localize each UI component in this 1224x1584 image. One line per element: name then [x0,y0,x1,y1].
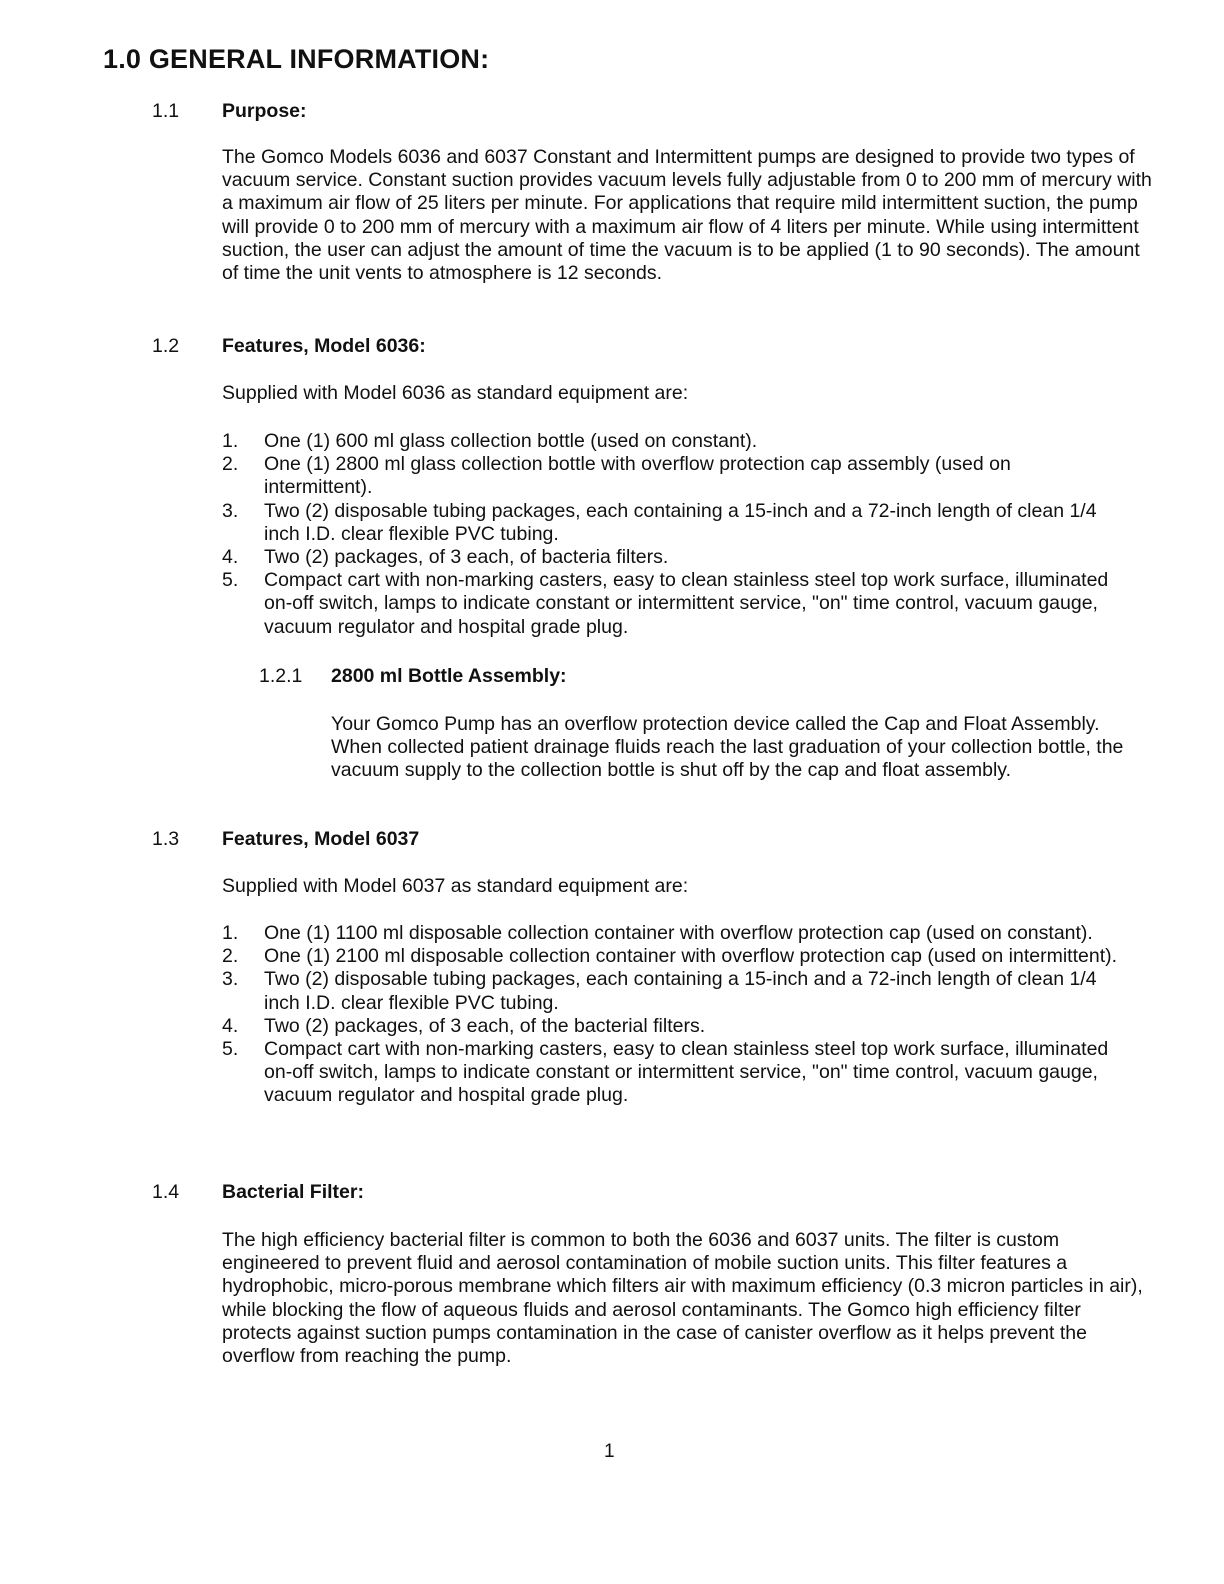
bacterial-filter-paragraph: The high efficiency bacterial filter is common to both the 6036 and 6037 units. The filter is custom engineered to prevent fluid and aerosol contamination of mobile suction units. This filter features a hydrophobic, micro-porous membrane which filters air with maximum efficiency (0.3 micron particles in air), while blocking the flow of aqueous fluids and aerosol contaminants. The Gomco high efficiency filter protects against suction pumps contamination in the case of canister overflow as it helps prevent the overflow from reaching the pump. [222,1229,1143,1368]
features-6036-intro: Supplied with Model 6036 as standard equipment are: [222,382,689,404]
features-6037-intro: Supplied with Model 6037 as standard equipment are: [222,875,689,897]
page-number: 1 [604,1441,615,1462]
page-title: 1.0 GENERAL INFORMATION: [103,44,490,74]
section-number: 1.3 [152,828,180,850]
section-title: 2800 ml Bottle Assembly: [331,665,567,687]
features-6036-list [222,430,1122,639]
list-item: 3. Two (2) disposable tubing packages, each containing a 15-inch and a 72-inch length of clean 1/4 inch I.D. clear flexible PVC tubing. [222,968,1097,1014]
purpose-paragraph: The Gomco Models 6036 and 6037 Constant and Intermittent pumps are designed to provide two types of vacuum service. Constant suction provides vacuum levels fully adjustable from 0 to 200 mm of mercury with a maximum air flow of 25 liters per minute. For applications that require mild intermittent suction, the pump will provide 0 to 200 mm of mercury with a maximum air flow of 4 liters per minute. While using intermittent suction, the user can adjust the amount of time the vacuum is to be applied (1 to 90 seconds). The amount of time the unit vents to atmosphere is 12 seconds. [222,146,1152,285]
bottle-assembly-paragraph: Your Gomco Pump has an overflow protection device called the Cap and Float Assembly. When collected patient drainage fluids reach the last graduation of your collection bottle, the vacuum supply to the collection bottle is shut off by the cap and float assembly. [331,713,1124,782]
list-item: 2. One (1) 2100 ml disposable collection container with overflow protection cap (used on intermittent). [222,945,1118,968]
list-item: 3. Two (2) disposable tubing packages, each containing a 15-inch and a 72-inch length of clean 1/4 inch I.D. clear flexible PVC tubing. [222,499,1097,545]
list-item: 2. One (1) 2800 ml glass collection bottle with overflow protection cap assembly (used on intermittent). [222,453,1011,499]
list-item: 5. Compact cart with non-marking casters, easy to clean stainless steel top work surface, illuminated on-off switch, lamps to indicate constant or intermittent service, "on" time control, vacuum gauge, vacuum regulator and hospital grade plug. [222,1038,1109,1107]
list-item: 5. Compact cart with non-marking casters, easy to clean stainless steel top work surface, illuminated on-off switch, lamps to indicate constant or intermittent service, "on" time control, vacuum gauge, vacuum regulator and hospital grade plug. [222,569,1109,638]
list-item: 4. Two (2) packages, of 3 each, of bacteria filters. [222,546,669,569]
section-number: 1.2 [152,335,180,357]
section-title: Purpose: [222,100,307,122]
list-item: 4. Two (2) packages, of 3 each, of the bacterial filters. [222,1014,706,1037]
section-title: Features, Model 6037 [222,828,420,850]
section-title: Features, Model 6036: [222,335,426,357]
section-number: 1.2.1 [259,665,303,687]
features-6037-list [222,922,1122,1108]
list-item: 1. One (1) 1100 ml disposable collection container with overflow protection cap (used on constant). [222,922,1093,944]
section-number: 1.1 [152,100,180,122]
section-title: Bacterial Filter: [222,1181,364,1203]
list-item: 1. One (1) 600 ml glass collection bottle (used on constant). [222,430,758,452]
section-number: 1.4 [152,1181,180,1203]
